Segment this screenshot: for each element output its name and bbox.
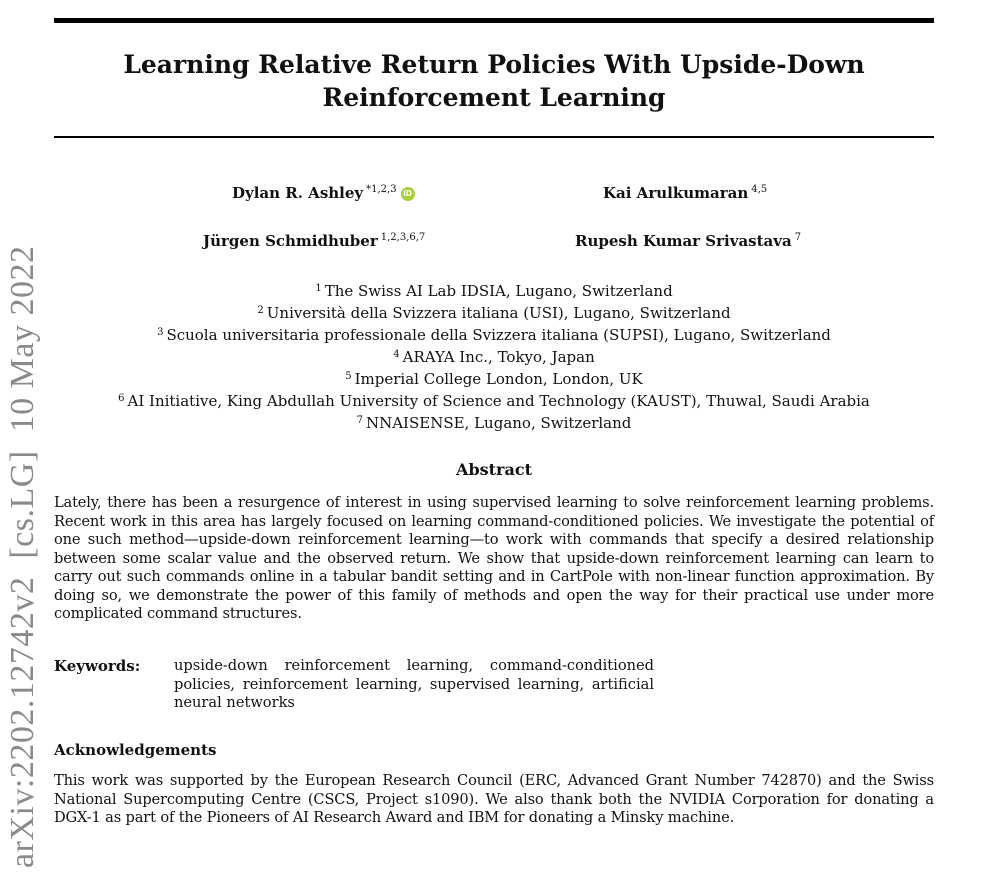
abstract-text: Lately, there has been a resurgence of interest in using supervised learning to solve reinforcement learning problems. Recent work in this area has largely focused on learning command-conditioned policies. We investigate the potential of one such method—upside-down reinforcement learning—to work with commands that specify a desired relationship between some scalar value and the observed return. We show that upside-down reinforcement learning can learn to carry out such commands online in a tabular bandit setting and in CartPole with non-linear function approximation. By doing so, we demonstrate the power of this family of methods and open the way for their practical use under more complicated command structures. [54, 494, 934, 622]
affiliation-1 [54, 279, 934, 301]
acknowledgements-text: This work was supported by the European Research Council (ERC, Advanced Grant Number 742870) and the Swiss National Supercomputing Centre (CSCS, Project s1090). We also thank both the NVIDIA Corporation for donating a DGX-1 as part of the Pioneers of AI Research Award and IBM for donating a Minsky machine. [54, 772, 934, 826]
affiliation-num: 6 [118, 393, 125, 404]
keywords-text: upside-down reinforcement learning, command-conditioned policies, reinforcement learning, supervised learning, artificial neural networks [174, 657, 654, 711]
author-ashley [232, 184, 415, 202]
affiliation-text: ARAYA Inc., Tokyo, Japan [402, 348, 595, 366]
author-srivastava [575, 232, 801, 250]
affiliations [54, 279, 934, 433]
affiliation-num: 2 [257, 305, 264, 316]
acknowledgements-heading: Acknowledgements [54, 741, 217, 759]
top-rule [54, 18, 934, 23]
author-schmidhuber [203, 232, 425, 250]
affiliation-text: The Swiss AI Lab IDSIA, Lugano, Switzerland [324, 282, 673, 300]
paper-title: Learning Relative Return Policies With Upside-Down Reinforcement Learning [123, 50, 865, 112]
affiliation-3 [54, 323, 934, 345]
author-name: Kai Arulkumaran [603, 184, 749, 202]
author-affil: 4,5 [751, 184, 768, 195]
affiliation-6 [54, 389, 934, 411]
affiliation-text: Imperial College London, London, UK [354, 370, 643, 388]
abstract-heading: Abstract [456, 460, 532, 479]
title-rule [54, 136, 934, 138]
author-arulkumaran [603, 184, 767, 202]
affiliation-num: 5 [345, 371, 352, 382]
affiliation-num: 7 [356, 415, 363, 426]
affiliation-7 [54, 411, 934, 433]
orcid-icon[interactable]: iD [401, 187, 415, 201]
arxiv-identifier: arXiv:2202.12742v2 [cs.LG] 10 May 2022 [4, 245, 41, 868]
author-name: Jürgen Schmidhuber [203, 232, 378, 250]
author-name: Rupesh Kumar Srivastava [575, 232, 792, 250]
affiliation-text: Università della Svizzera italiana (USI), Lugano, Switzerland [266, 304, 731, 322]
author-affil: *1,2,3 [366, 184, 397, 195]
author-name: Dylan R. Ashley [232, 184, 364, 202]
affiliation-num: 4 [393, 349, 400, 360]
affiliation-5 [54, 367, 934, 389]
affiliation-4 [54, 345, 934, 367]
keywords-label: Keywords: [54, 657, 141, 675]
affiliation-text: Scuola universitaria professionale della Svizzera italiana (SUPSI), Lugano, Switzerland [166, 326, 831, 344]
affiliation-text: AI Initiative, King Abdullah University of Science and Technology (KAUST), Thuwal, Saudi Arabia [127, 392, 870, 410]
affiliation-2 [54, 301, 934, 323]
affiliation-text: NNAISENSE, Lugano, Switzerland [365, 414, 632, 432]
affiliation-num: 1 [315, 283, 322, 294]
author-affil: 7 [794, 232, 802, 243]
author-affil: 1,2,3,6,7 [380, 232, 426, 243]
affiliation-num: 3 [157, 327, 164, 338]
